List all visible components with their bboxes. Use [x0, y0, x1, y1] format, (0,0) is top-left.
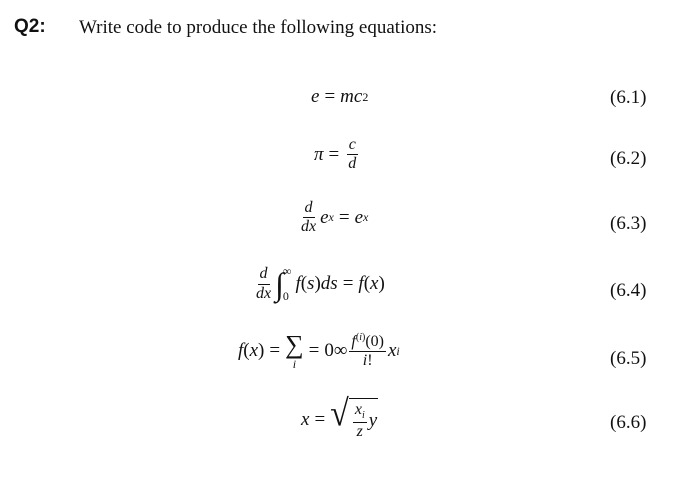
equation-6-4: $\frac{d}{dx}$ ∫ ∞ 0 f ( s ) ds = f ( x ) — [256, 264, 385, 303]
summation-symbol: ∑ i — [285, 330, 304, 372]
question-label: Q2: — [14, 16, 46, 37]
square-root: √ $\frac{x_i}{z}$ y — [330, 393, 378, 440]
equation-number-6-6: (6.6) — [610, 412, 647, 433]
integral-symbol: ∫ — [275, 266, 284, 302]
equation-number-6-4: (6.4) — [610, 280, 647, 301]
equation-number-6-5: (6.5) — [610, 348, 647, 369]
equation-6-1: e = mc 2 — [311, 86, 369, 107]
equation-6-2: π = $\frac{c}{d}$ — [314, 136, 357, 173]
equation-number-6-2: (6.2) — [610, 148, 647, 169]
equation-6-3: $\frac{d}{dx}$ e x = e x — [301, 199, 369, 236]
equation-6-6: x = √ $\frac{x_i}{z}$ y — [301, 393, 378, 440]
equation-6-5: f ( x ) = ∑ i = 0∞ $\frac{f^{(i)}(0)}{i!}$ x i — [238, 330, 400, 372]
question-text: Write code to produce the following equations: — [79, 17, 438, 38]
equation-number-6-3: (6.3) — [610, 213, 647, 234]
equation-number-6-1: (6.1) — [610, 87, 647, 108]
